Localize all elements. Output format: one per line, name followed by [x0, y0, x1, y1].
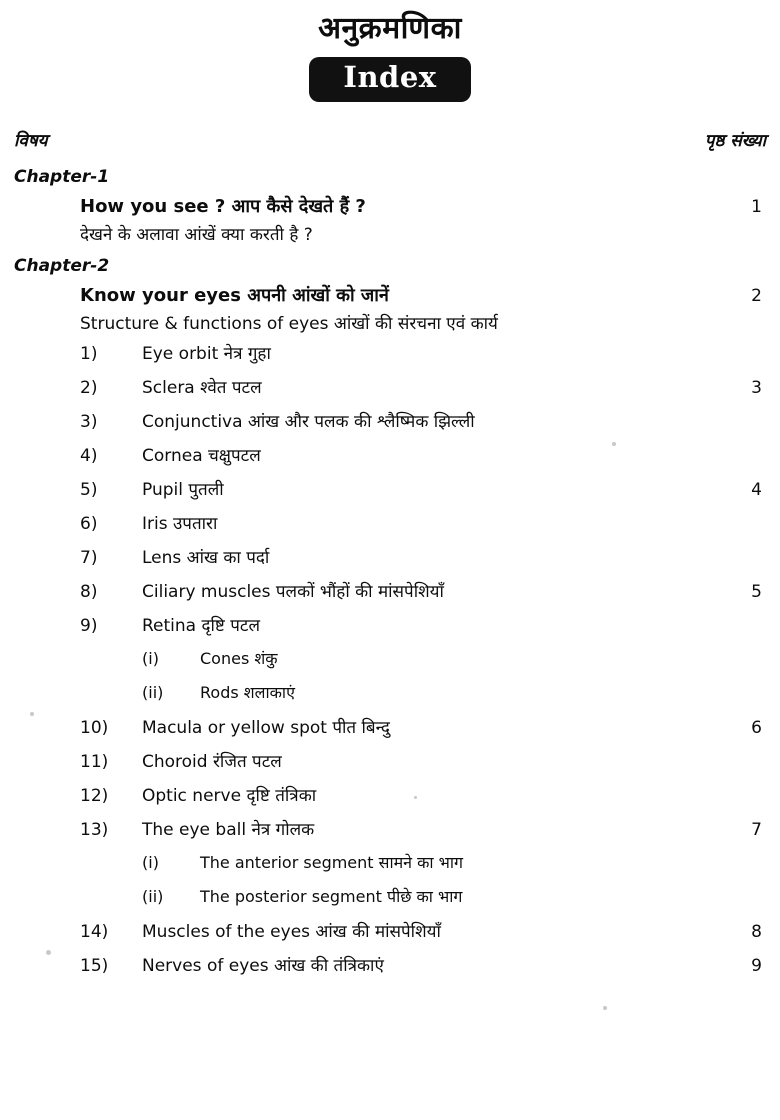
paper-speck: [46, 950, 51, 955]
item-number: 12): [80, 785, 109, 806]
item-number: 7): [80, 547, 98, 568]
index-row-body: [14, 189, 722, 218]
index-row-body: [14, 647, 722, 669]
section-subtitle: देखने के अलावा आंखें क्या करती है ?: [80, 224, 313, 245]
item-label: Muscles of the eyes आंख की मांसपेशियाँ: [142, 921, 441, 942]
index-row: [14, 783, 766, 811]
index-row: [14, 953, 766, 981]
index-row-body: [14, 157, 722, 189]
index-row-body: [14, 715, 722, 738]
index-row-body: [14, 246, 722, 278]
page-number: 8: [751, 921, 762, 942]
subitem-number: (ii): [142, 886, 164, 906]
index-row: [14, 919, 766, 947]
item-number: 5): [80, 479, 98, 500]
index-row: [14, 189, 766, 218]
item-label: Lens आंख का पर्दा: [142, 547, 270, 568]
index-page: [0, 12, 780, 1120]
index-row-body: [14, 783, 722, 806]
page-number: 3: [751, 377, 762, 398]
subitem-label: The posterior segment पीछे का भाग: [200, 886, 463, 906]
item-label: Nerves of eyes आंख की तंत्रिकाएं: [142, 955, 384, 976]
index-row-body: [14, 545, 722, 568]
index-row: [14, 477, 766, 505]
item-label: The eye ball नेत्र गोलक: [142, 819, 315, 840]
index-row-body: [14, 919, 722, 942]
subitem-number: (i): [142, 852, 159, 872]
page-number: 2: [751, 285, 762, 306]
index-row: [14, 545, 766, 573]
page-title-hindi: अनुक्रमणिका: [318, 11, 462, 46]
chapter-label: Chapter-2: [14, 255, 110, 276]
subitem-number: (i): [142, 648, 159, 668]
index-row: [14, 443, 766, 471]
item-number: 13): [80, 819, 109, 840]
section-subtitle: Structure & functions of eyes आंखों की संरचना एवं कार्य: [80, 313, 498, 334]
index-row-body: [14, 218, 722, 245]
item-label: Eye orbit नेत्र गुहा: [142, 343, 271, 364]
section-title: Know your eyes अपनी आंखों को जानें: [80, 284, 389, 306]
index-row-body: [14, 613, 722, 636]
item-number: 3): [80, 411, 98, 432]
item-label: Sclera श्वेत पटल: [142, 377, 262, 398]
index-row: [14, 613, 766, 641]
index-row: [14, 157, 766, 189]
item-number: 9): [80, 615, 98, 636]
index-row: [14, 749, 766, 777]
page-number: 4: [751, 479, 762, 500]
paper-speck: [414, 796, 417, 799]
chapter-label: Chapter-1: [14, 166, 110, 187]
index-row-body: [14, 817, 722, 840]
index-row-body: [14, 579, 722, 602]
column-header-page-number: पृष्ठ संख्या: [704, 130, 766, 151]
subitem-label: Cones शंकु: [200, 648, 278, 668]
index-row: [14, 647, 766, 675]
item-number: 11): [80, 751, 109, 772]
index-row-body: [14, 511, 722, 534]
item-label: Choroid रंजित पटल: [142, 751, 282, 772]
index-row: [14, 218, 766, 246]
index-row: [14, 885, 766, 913]
index-row-body: [14, 307, 722, 334]
page-number: 9: [751, 955, 762, 976]
index-row: [14, 511, 766, 539]
item-number: 1): [80, 343, 98, 364]
item-label: Conjunctiva आंख और पलक की श्लैष्मिक झिल्ली: [142, 411, 475, 432]
index-row: [14, 409, 766, 437]
paper-speck: [30, 712, 34, 716]
index-row-body: [14, 341, 722, 364]
item-label: Retina दृष्टि पटल: [142, 615, 261, 636]
index-row: [14, 341, 766, 369]
index-row-body: [14, 851, 722, 873]
subitem-number: (ii): [142, 682, 164, 702]
index-entry-list: [14, 157, 766, 981]
item-number: 6): [80, 513, 98, 534]
index-row-body: [14, 953, 722, 976]
item-label: Macula or yellow spot पीत बिन्दु: [142, 717, 390, 738]
page-number: 7: [751, 819, 762, 840]
index-row: [14, 817, 766, 845]
item-number: 15): [80, 955, 109, 976]
item-number: 10): [80, 717, 109, 738]
index-row-body: [14, 278, 722, 307]
index-row-body: [14, 443, 722, 466]
item-label: Cornea चक्षुपटल: [142, 445, 261, 466]
page-number: 5: [751, 581, 762, 602]
index-row: [14, 579, 766, 607]
column-headers: [14, 128, 766, 151]
index-row: [14, 246, 766, 278]
page-number: 1: [751, 196, 762, 217]
index-row: [14, 278, 766, 307]
subitem-label: Rods शलाकाएं: [200, 682, 295, 702]
index-row: [14, 851, 766, 879]
index-row: [14, 375, 766, 403]
index-row: [14, 307, 766, 335]
subitem-label: The anterior segment सामने का भाग: [200, 852, 464, 872]
item-label: Optic nerve दृष्टि तंत्रिका: [142, 785, 317, 806]
item-label: Iris उपतारा: [142, 513, 218, 534]
item-number: 8): [80, 581, 98, 602]
item-label: Pupil पुतली: [142, 479, 224, 500]
index-row-body: [14, 885, 722, 907]
index-row-body: [14, 681, 722, 703]
paper-speck: [612, 442, 616, 446]
column-header-subject: विषय: [14, 130, 48, 151]
index-badge-container: [0, 57, 780, 102]
item-number: 4): [80, 445, 98, 466]
paper-speck: [603, 1006, 607, 1010]
item-label: Ciliary muscles पलकों भौंहों की मांसपेशियाँ: [142, 581, 444, 602]
index-row-body: [14, 375, 722, 398]
section-title: How you see ? आप कैसे देखते हैं ?: [80, 195, 366, 217]
index-badge: Index: [309, 57, 470, 102]
index-row-body: [14, 477, 722, 500]
index-row-body: [14, 409, 722, 432]
index-row: [14, 715, 766, 743]
item-number: 2): [80, 377, 98, 398]
item-number: 14): [80, 921, 109, 942]
page-number: 6: [751, 717, 762, 738]
index-row-body: [14, 749, 722, 772]
index-row: [14, 681, 766, 709]
